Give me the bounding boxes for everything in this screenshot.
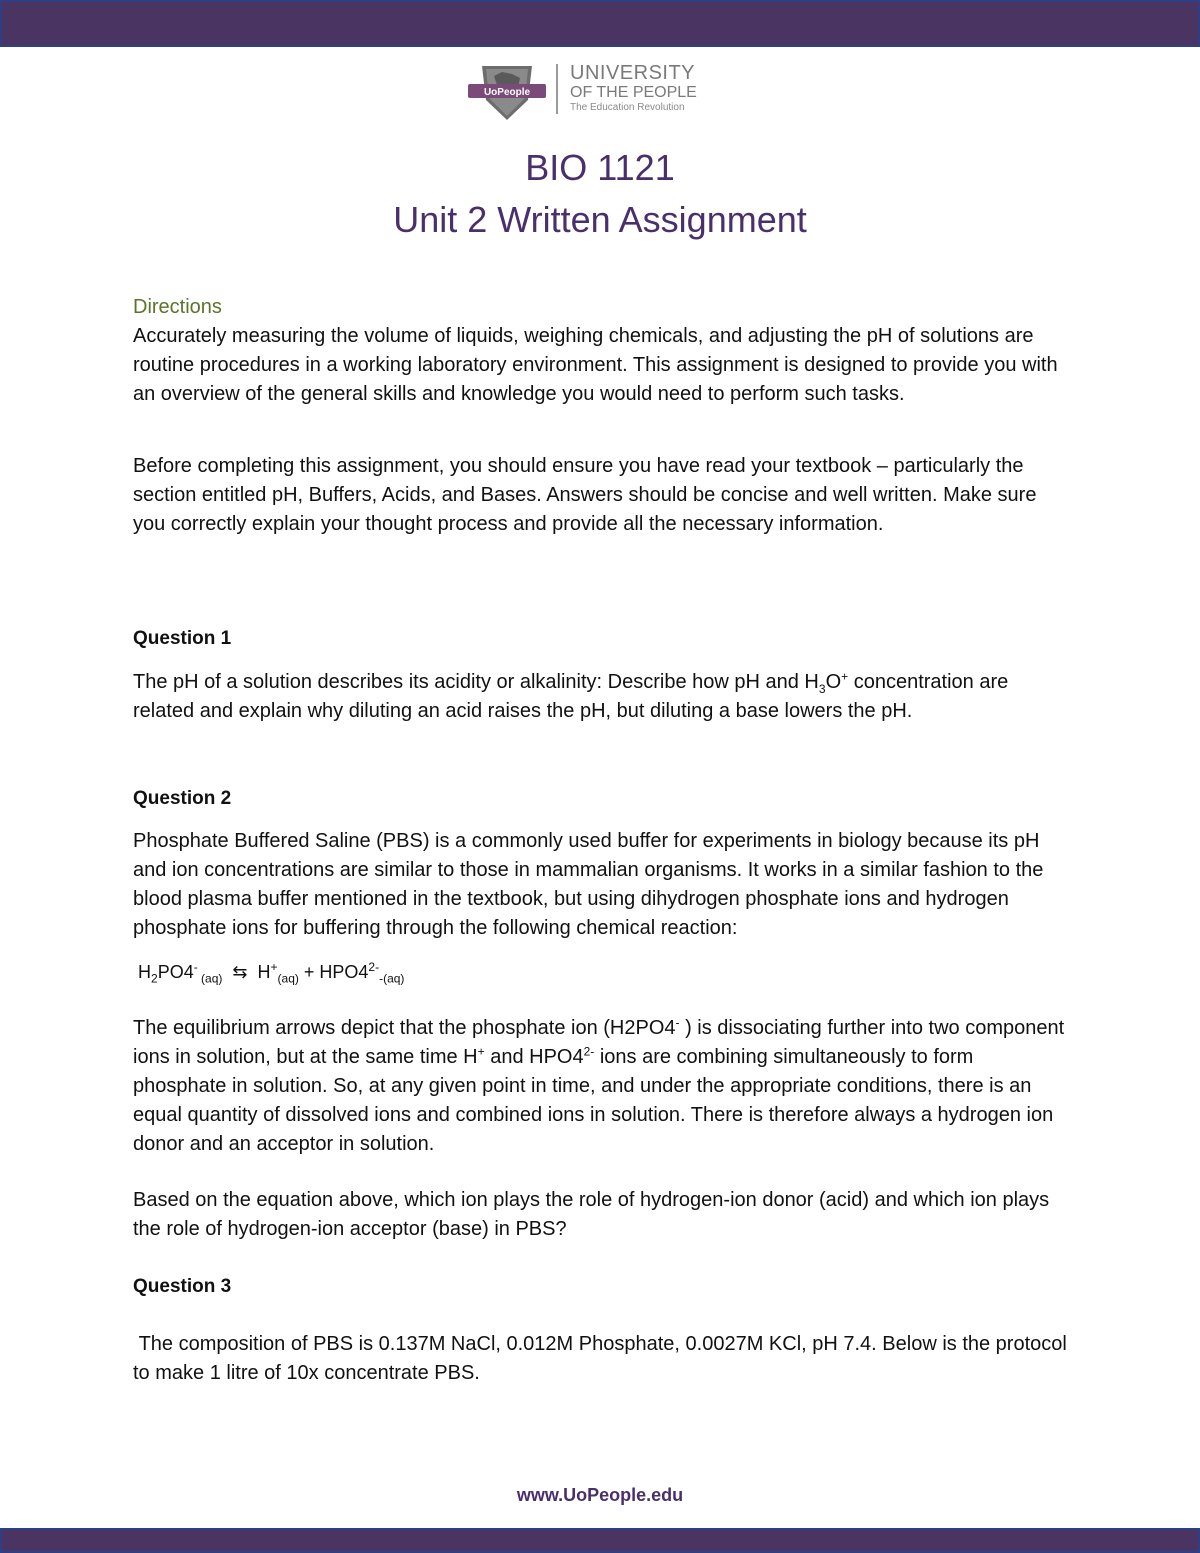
q2-p2-sup-1: - (675, 1015, 680, 1030)
question-3-heading-wrap (133, 1272, 1068, 1301)
question-1-heading-wrap (133, 624, 1068, 653)
q2-p2-c: and HPO4 (484, 1046, 584, 1068)
course-title: BIO 1121 (525, 147, 675, 188)
q2-p2-a: The equilibrium arrows depict that the phosphate ion (H2PO4 (133, 1017, 676, 1039)
directions-paragraph-2: Before completing this assignment, you should ensure you have read your textbook – particularly the section entitled pH, Buffers, Acids, and Bases. Answers should be concise and well written. Make sure you correctly explain your thought process and provide all the necessary information. (133, 455, 1037, 535)
question-2-paragraph-1: Phosphate Buffered Saline (PBS) is a commonly used buffer for experiments in biology because its pH and ion concentrations are similar to those in mammalian organisms. It works in a similar fashion to the blood plasma buffer mentioned in the textbook, but using dihydrogen phosphate ions and hydrogen phosphate ions for buffering through the following chemical reaction: (133, 830, 1044, 939)
eq-sub-2: 2 (151, 971, 158, 986)
q1-text-o: O (825, 671, 842, 693)
question-2-paragraph-2 (133, 1014, 1068, 1159)
eq-sup-minus: - (193, 960, 198, 974)
directions-paragraph-2-wrap (133, 452, 1068, 539)
eq-po4: PO4 (157, 962, 194, 982)
directions-heading: Directions (133, 296, 222, 318)
eq-sup-2minus: 2- (368, 960, 380, 974)
eq-sup-plus: + (270, 960, 278, 974)
q1-sub-3: 3 (818, 682, 826, 696)
badge-text: UoPeople (483, 87, 531, 98)
question-3-heading: Question 3 (133, 1276, 232, 1297)
logo-tagline: The Education Revolution (570, 102, 685, 113)
footer-url[interactable]: www.UoPeople.edu (516, 1485, 684, 1505)
logo-university: UNIVERSITY (570, 62, 696, 84)
question-2-paragraph-3: Based on the equation above, which ion plays the role of hydrogen-ion donor (acid) and which ion plays the role of hydrogen-ion acceptor (base) in PBS? (133, 1189, 1050, 1240)
q2-p2-d: ions are combining simultaneously to form phosphate in solution. So, at any given point in time, and under the appropriate conditions, there is an equal quantity of dissolved ions and combined ions in solution. There is therefore always a hydrogen ion donor and an acceptor in solution. (133, 1046, 1054, 1155)
logo-divider (556, 64, 558, 114)
equilibrium-arrow-icon: ⇆ (232, 962, 248, 982)
assignment-title: Unit 2 Written Assignment (393, 199, 807, 240)
directions-section (133, 293, 1068, 409)
eq-h-ion: H (257, 962, 271, 982)
q2-p2-sup-3: 2- (583, 1044, 595, 1059)
q1-text-b: concentration are related and explain why diluting an acid raises the pH, but diluting a base lowers the pH. (133, 671, 1009, 722)
question-2-paragraph-3-wrap (133, 1186, 1068, 1244)
q2-p2-b: ) is dissociating further into two component ions in solution, but at the same time H (133, 1017, 1065, 1068)
eq-aq-3: -(aq) (379, 971, 405, 986)
chemical-equation (138, 958, 1073, 987)
question-1-text (133, 668, 1068, 726)
q1-text-a: The pH of a solution describes its acidity or alkalinity: Describe how pH and H (133, 671, 819, 693)
eq-h: H (138, 962, 151, 982)
question-1-body (133, 668, 1068, 726)
footer-band (0, 1528, 1200, 1553)
eq-aq-2: (aq) (277, 971, 299, 986)
question-1-heading: Question 1 (133, 628, 232, 649)
logo-of-the-people: OF THE PEOPLE (570, 84, 697, 101)
logo-wordmark (570, 62, 697, 114)
question-2-heading: Question 2 (133, 788, 232, 809)
q1-sup-plus: + (841, 669, 849, 684)
question-2-paragraph-1-wrap (133, 827, 1068, 943)
question-3-paragraph-1: The composition of PBS is 0.137M NaCl, 0.012M Phosphate, 0.0027M KCl, pH 7.4. Below is the protocol to make 1 litre of 10x concentrate PBS. (133, 1333, 1073, 1384)
question-2-heading-wrap (133, 784, 1068, 813)
question-3-paragraph-1-wrap (133, 1330, 1073, 1388)
uopeople-badge-icon (468, 60, 546, 122)
eq-aq-1: (aq) (197, 971, 223, 986)
header-band (0, 0, 1200, 47)
university-logo (468, 60, 728, 122)
q2-p2-sup-2: + (477, 1044, 485, 1059)
directions-paragraph-1: Accurately measuring the volume of liquids, weighing chemicals, and adjusting the pH of solutions are routine procedures in a working laboratory environment. This assignment is designed to provide you with an overview of the general skills and knowledge you would need to perform such tasks. (133, 325, 1058, 405)
eq-hpo4: + HPO4 (298, 962, 369, 982)
question-2-paragraph-2-wrap (133, 1014, 1068, 1159)
